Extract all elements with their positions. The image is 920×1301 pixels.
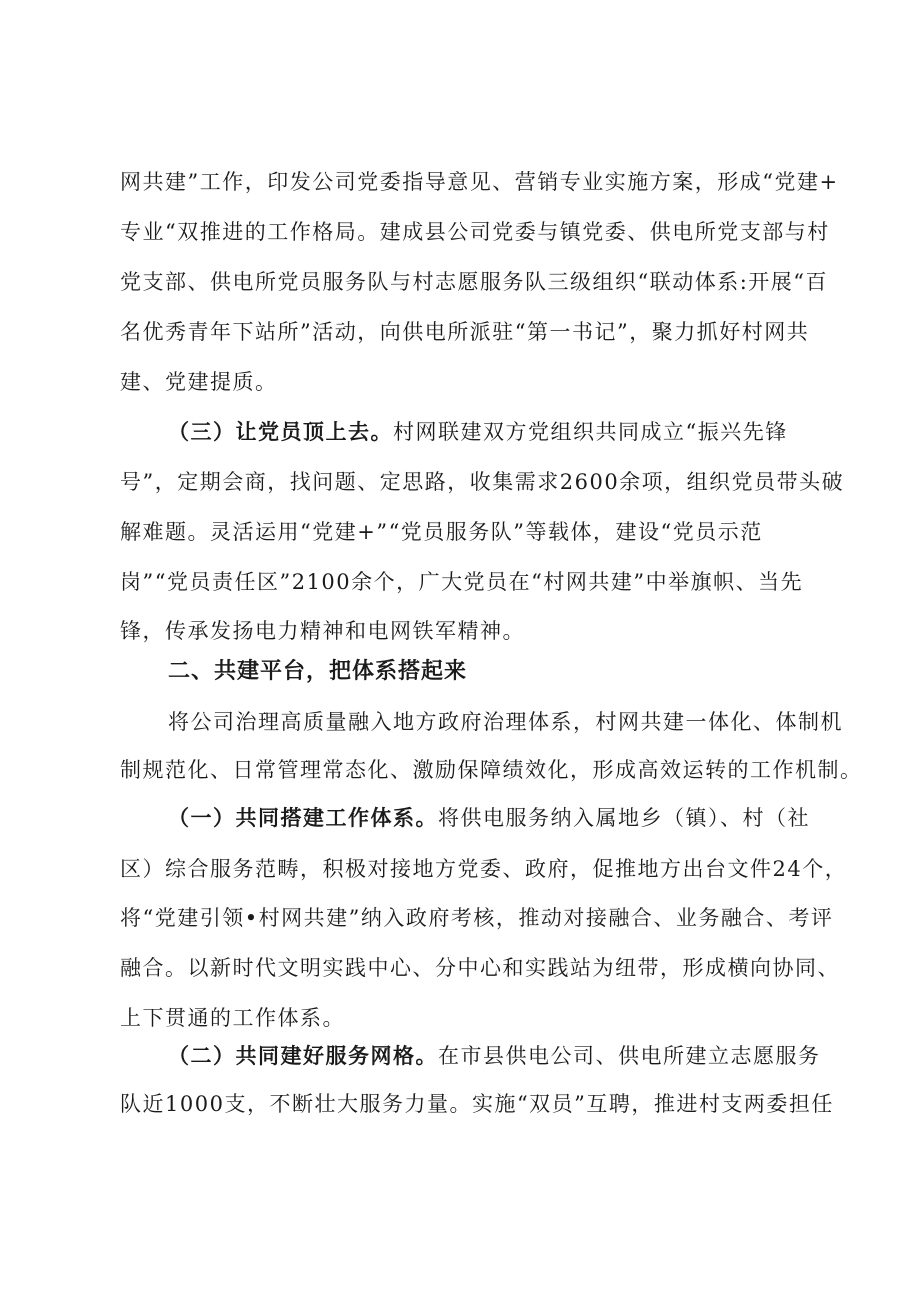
paragraph-line: 名优秀青年下站所”活动，向供电所派驻“第一书记”，聚力抓好村网共 xyxy=(120,320,810,344)
paragraph-line: 专业“双推进的工作格局。建成县公司党委与镇党委、供电所党支部与村 xyxy=(120,220,830,244)
paragraph-line: 党支部、供电所党员服务队与村志愿服务队三级组织“联动体系:开展“百 xyxy=(120,270,829,294)
paragraph-line: 岗”“党员责任区”2100余个，广大党员在“村网共建”中举旗帜、当先 xyxy=(120,570,804,594)
subsection-lead: （一）共同搭建工作体系。 xyxy=(168,805,438,830)
paragraph-text: 在市县供电公司、供电所建立志愿服务 xyxy=(438,1044,821,1068)
paragraph-line: 区）综合服务范畴，积极对接地方党委、政府，促推地方出台文件24个， xyxy=(120,857,848,881)
paragraph-text: 将供电服务纳入属地乡（镇）、村（社 xyxy=(438,806,810,830)
paragraph-line: 网共建”工作，印发公司党委指导意见、营销专业实施方案，形成“党建+ xyxy=(120,170,839,194)
paragraph-first-line xyxy=(168,1042,821,1070)
subsection-lead: （二）共同建好服务网格。 xyxy=(168,1043,438,1068)
paragraph-first-line xyxy=(168,804,810,832)
paragraph-line: 将“党建引领•村网共建”纳入政府考核，推动对接融合、业务融合、考评 xyxy=(120,906,834,930)
paragraph-line: 队近1000支，不断壮大服务力量。实施“双员”互聘，推进村支两委担任 xyxy=(120,1092,834,1116)
paragraph-line: 解难题。灵活运用“党建+”“党员服务队”等载体，建设“党员示范 xyxy=(120,520,763,544)
paragraph-line: 制规范化、日常管理常态化、激励保障绩效化，形成高效运转的工作机制。 xyxy=(120,758,863,782)
paragraph-line: 建、党建提质。 xyxy=(120,370,278,394)
paragraph-first-line xyxy=(168,418,788,446)
paragraph-text: 村网联建双方党组织共同成立“振兴先锋 xyxy=(393,420,788,444)
paragraph-line: 融合。以新时代文明实践中心、分中心和实践站为纽带，形成横向协同、 xyxy=(120,956,840,980)
subsection-lead: （三）让党员顶上去。 xyxy=(168,419,393,444)
paragraph-line: 锋，传承发扬电力精神和电网铁军精神。 xyxy=(120,619,525,643)
paragraph-line: 号”，定期会商，找问题、定思路，收集需求2600余项，组织党员带头破 xyxy=(120,470,845,494)
paragraph-line: 将公司治理高质量融入地方政府治理体系，村网共建一体化、体制机 xyxy=(168,710,843,734)
paragraph-line: 上下贯通的工作体系。 xyxy=(120,1006,345,1030)
section-heading: 二、共建平台，把体系搭起来 xyxy=(168,659,468,684)
